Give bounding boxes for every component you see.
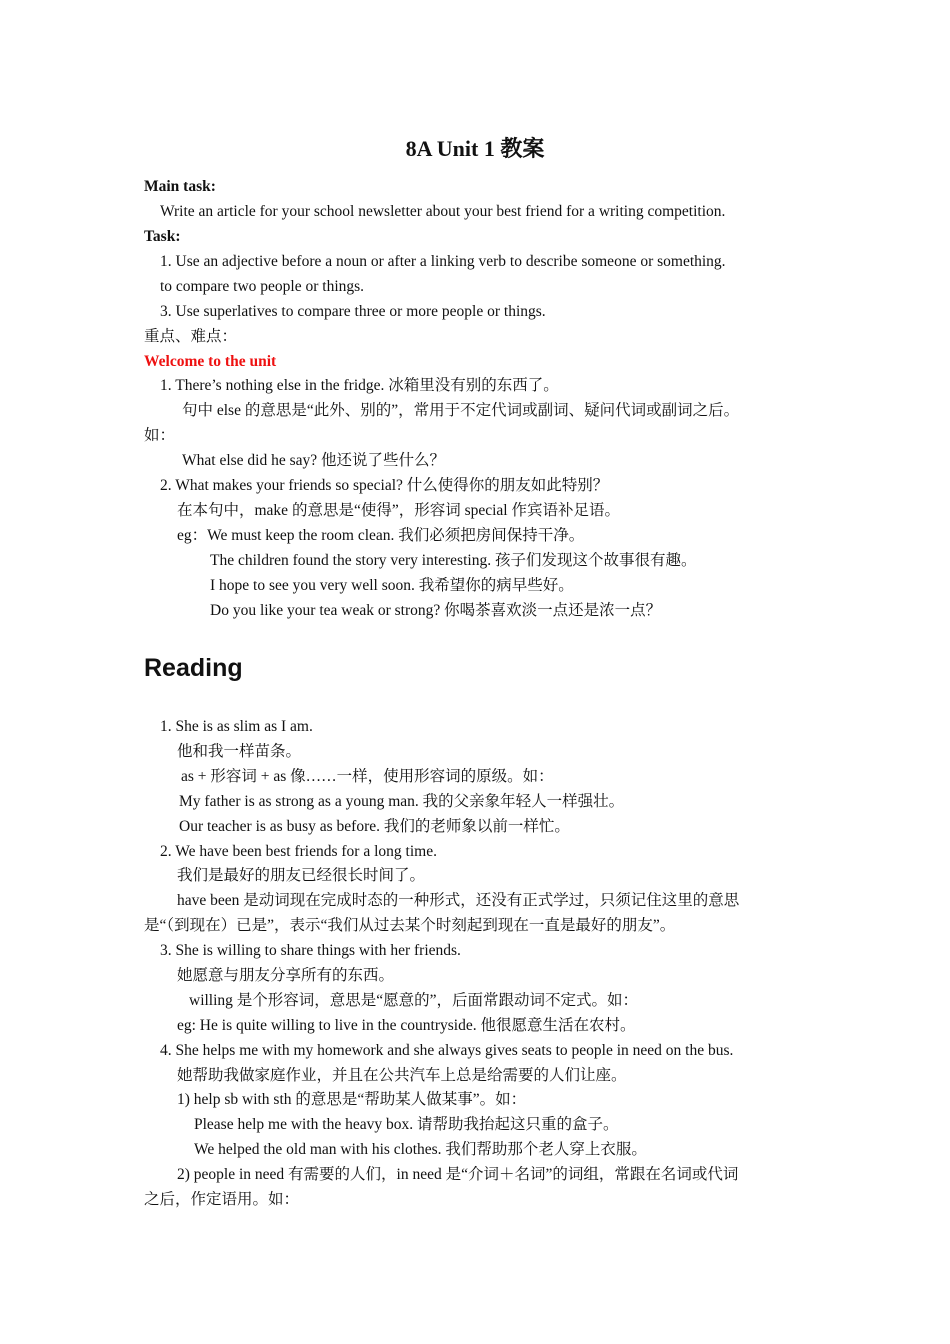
welcome-line: I hope to see you very well soon. 我希望你的病早些好。 [210, 577, 574, 594]
welcome-line: 在本句中，make 的意思是“使得”，形容词 special 作宾语补足语。 [177, 502, 620, 519]
main-task-label: Main task: [144, 178, 216, 195]
welcome-line: eg：We must keep the room clean. 我们必须把房间保持干净。 [177, 527, 585, 544]
reading-line: Please help me with the heavy box. 请帮助我抬起这只重的盒子。 [194, 1116, 619, 1133]
task-item: to compare two people or things. [160, 278, 365, 295]
reading-line: 她愿意与朋友分享所有的东西。 [177, 967, 395, 984]
reading-line: 之后，作定语用。如： [144, 1191, 300, 1208]
page-title: 8A Unit 1 教案 [405, 136, 545, 161]
reading-line: willing 是个形容词，意思是“愿意的”，后面常跟动词不定式。如： [189, 992, 639, 1009]
reading-line: eg: He is quite willing to live in the countryside. 他很愿意生活在农村。 [177, 1017, 636, 1034]
main-task-text: Write an article for your school newsletter about your best friend for a writing competition. [160, 203, 726, 220]
reading-line: 她帮助我做家庭作业，并且在公共汽车上总是给需要的人们让座。 [177, 1067, 627, 1084]
reading-line: 1) help sb with sth 的意思是“帮助某人做某事”。如： [177, 1091, 527, 1108]
reading-line: 3. She is willing to share things with her friends. [160, 942, 461, 959]
reading-line: 4. She helps me with my homework and she always gives seats to people in need on the bus. [160, 1042, 734, 1059]
reading-line: My father is as strong as a young man. 我的父亲象年轻人一样强壮。 [179, 793, 625, 810]
reading-line: Our teacher is as busy as before. 我们的老师象以前一样忙。 [179, 818, 570, 835]
task-item: 3. Use superlatives to compare three or more people or things. [160, 303, 546, 320]
welcome-line: 句中 else 的意思是“此外、别的”，常用于不定代词或副词、疑问代词或副词之后。 [182, 402, 740, 419]
welcome-line: 1. There’s nothing else in the fridge. 冰箱里没有别的东西了。 [160, 377, 559, 394]
welcome-line: 2. What makes your friends so special? 什么使得你的朋友如此特别？ [160, 477, 609, 494]
reading-line: 1. She is as slim as I am. [160, 718, 313, 735]
reading-line: as + 形容词 + as 像……一样，使用形容词的原级。如： [181, 768, 554, 785]
welcome-line: 如： [144, 427, 176, 444]
reading-line: We helped the old man with his clothes. 我们帮助那个老人穿上衣服。 [194, 1141, 647, 1158]
reading-line: 我们是最好的朋友已经很长时间了。 [177, 867, 426, 884]
task-label: Task: [144, 228, 181, 245]
reading-line: have been 是动词现在完成时态的一种形式，还没有正式学过，只须记住这里的意思 [177, 892, 740, 909]
reading-line: 2. We have been best friends for a long time. [160, 843, 437, 860]
welcome-line: What else did he say? 他还说了些什么？ [182, 452, 446, 469]
welcome-line: The children found the story very interesting. 孩子们发现这个故事很有趣。 [210, 552, 697, 569]
reading-heading: Reading [144, 654, 243, 682]
task-item: 1. Use an adjective before a noun or after a linking verb to describe someone or something. [160, 253, 726, 270]
key-points-label: 重点、难点： [144, 328, 238, 345]
welcome-line: Do you like your tea weak or strong? 你喝茶喜欢淡一点还是浓一点？ [210, 602, 662, 619]
reading-line: 是“（到现在）已是”，表示“我们从过去某个时刻起到现在一直是最好的朋友”。 [144, 917, 676, 934]
welcome-heading: Welcome to the unit [144, 353, 277, 370]
reading-line: 2) people in need 有需要的人们，in need 是“介词＋名词”的词组，常跟在名词或代词 [177, 1166, 739, 1183]
reading-line: 他和我一样苗条。 [177, 743, 302, 760]
